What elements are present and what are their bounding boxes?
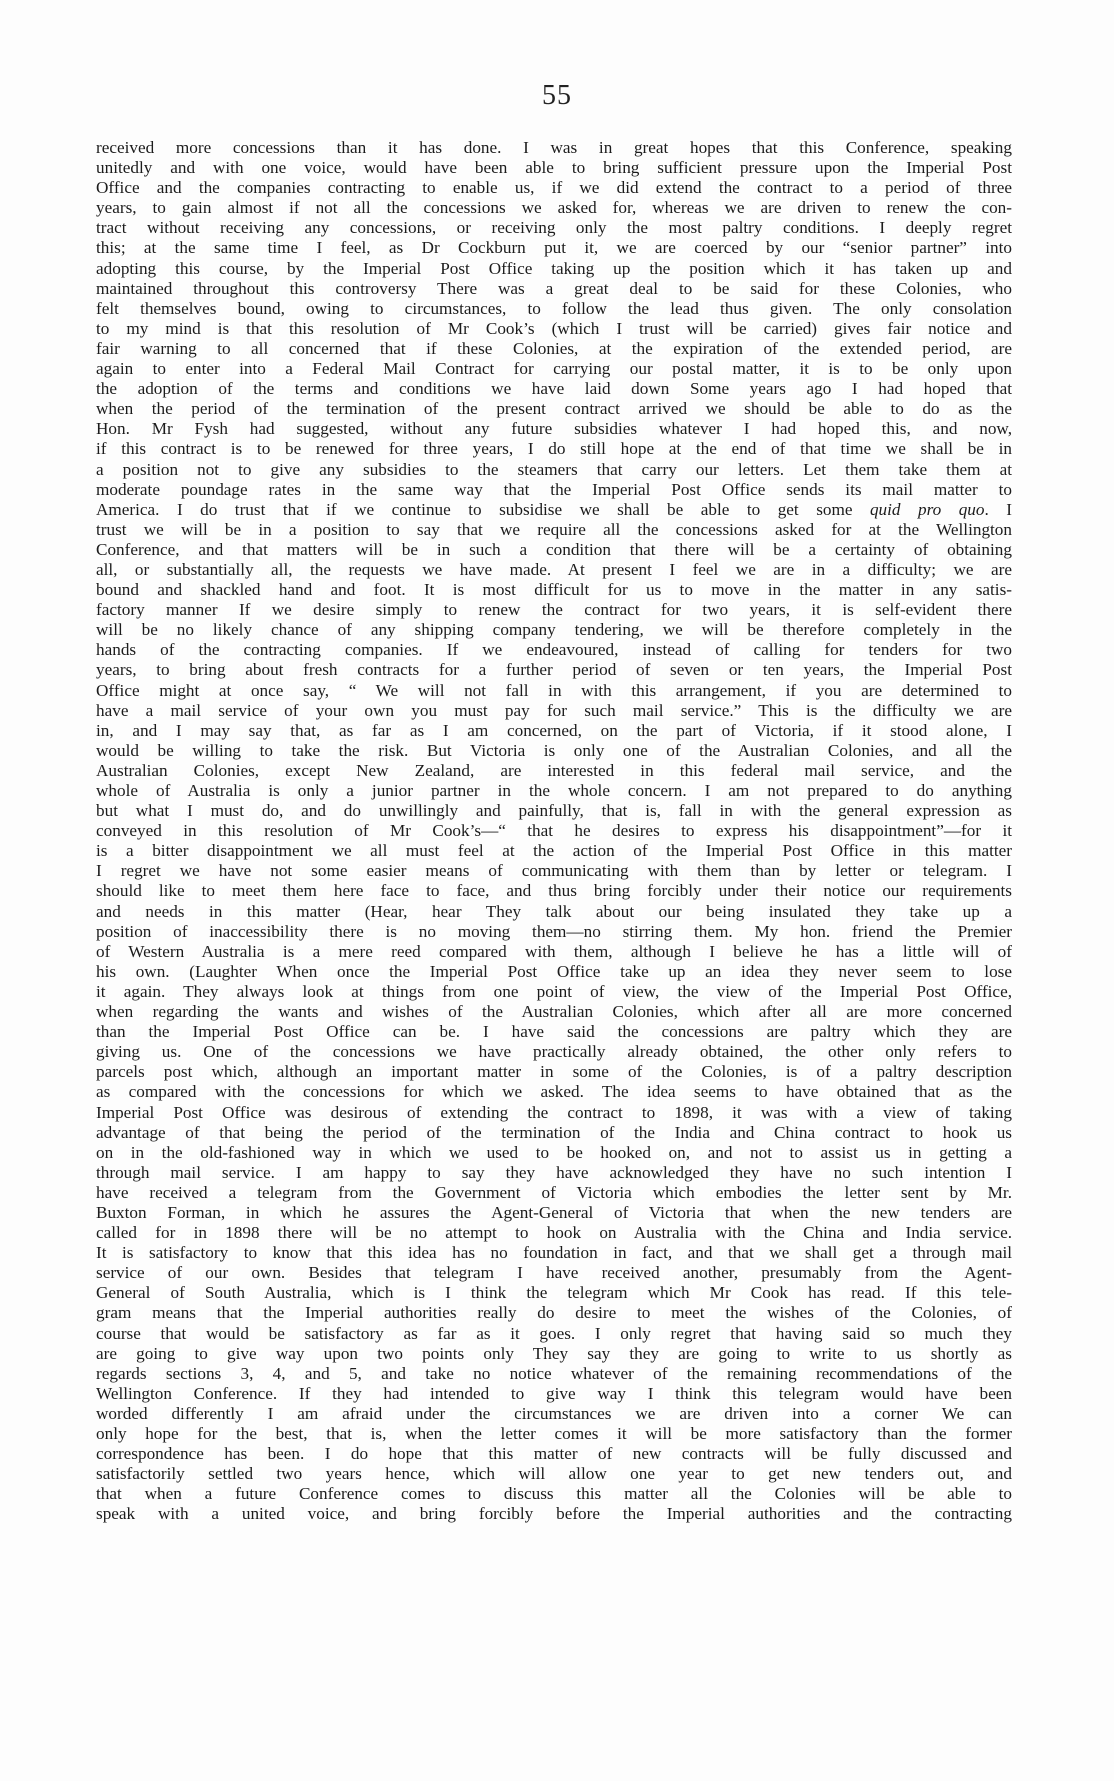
- text-line: to my mind is that this resolution of Mr Cook’s (which I trust will be carried) gives fair notice and: [96, 318, 1012, 338]
- text-line: General of South Australia, which is I think the telegram which Mr Cook has read. If this tele-: [96, 1283, 1012, 1303]
- text-line: bound and shackled hand and foot. It is most difficult for us to move in the matter in any satis-: [96, 580, 1012, 600]
- text-line: would be willing to take the risk. But Victoria is only one of the Australian Colonies, and all the: [96, 740, 1012, 760]
- text-line: years, to gain almost if not all the concessions we asked for, whereas we are driven to renew the con-: [96, 198, 1012, 218]
- text-line: called for in 1898 there will be no attempt to hook on Australia with the China and India service.: [96, 1223, 1012, 1243]
- text-line: service of our own. Besides that telegram I have received another, presumably from the Agent-: [96, 1263, 1012, 1283]
- text-line: whole of Australia is only a junior partner in the whole concern. I am not prepared to do anything: [96, 781, 1012, 800]
- text-line: adopting this course, by the Imperial Post Office taking up the position which it has taken up and: [96, 258, 1012, 278]
- text-line: will be no likely chance of any shipping company tendering, we will be therefore completely in the: [96, 620, 1012, 640]
- text-line: that when a future Conference comes to discuss this matter all the Colonies will be able to: [96, 1484, 1012, 1504]
- text-line: in, and I may say that, as far as I am concerned, on the part of Victoria, if it stood alone, I: [96, 720, 1012, 740]
- text-line: all, or substantially all, the requests we have made. At present I feel we are in a difficulty; we are: [96, 559, 1012, 579]
- text-line: when regarding the wants and wishes of the Australian Colonies, which after all are more concerned: [96, 1002, 1012, 1022]
- text-line: have received a telegram from the Government of Victoria which embodies the letter sent by Mr.: [96, 1182, 1012, 1202]
- text-line: on in the old-fashioned way in which we used to be hooked on, and not to assist us in getting a: [96, 1142, 1012, 1162]
- text-line: should like to meet them here face to face, and thus bring forcibly under their notice our requirements: [96, 881, 1012, 901]
- text-line: it again. They always look at things from one point of view, the view of the Imperial Post Office,: [96, 981, 1012, 1001]
- text-line: felt themselves bound, owing to circumstances, to follow the lead thus given. The only consolation: [96, 298, 1012, 318]
- text-line: through mail service. I am happy to say they have acknowledged they have no such intention I: [96, 1162, 1012, 1182]
- text-line: gram means that the Imperial authorities really do desire to meet the wishes of the Colonies, of: [96, 1303, 1012, 1323]
- text-line: than the Imperial Post Office can be. I have said the concessions are paltry which they are: [96, 1022, 1012, 1042]
- text-line: this; at the same time I feel, as Dr Cockburn put it, we are coerced by our “senior partner” into: [96, 238, 1012, 258]
- text-line: as compared with the concessions for which we asked. The idea seems to have obtained that as the: [96, 1082, 1012, 1102]
- text-line: I regret we have not some easier means of communicating with them than by letter or telegram. I: [96, 861, 1012, 881]
- text-line: received more concessions than it has done. I was in great hopes that this Conference, speaking: [96, 138, 1012, 157]
- text-line: tract without receiving any concessions, or receiving only the most paltry conditions. I deeply regret: [96, 218, 1012, 238]
- text-line: position of inaccessibility there is no moving them—no stirring them. My hon. friend the Premier: [96, 921, 1012, 941]
- text-line: a position not to give any subsidies to the steamers that carry our letters. Let them take them at: [96, 459, 1012, 479]
- text-line: satisfactorily settled two years hence, which will allow one year to get new tenders out, and: [96, 1464, 1012, 1484]
- text-line: is a bitter disappointment we all must feel at the action of the Imperial Post Office in this matter: [96, 841, 1012, 861]
- text-line: advantage of that being the period of the termination of the India and China contract to hook us: [96, 1122, 1012, 1142]
- text-line: Wellington Conference. If they had intended to give way I think this telegram would have been: [96, 1383, 1012, 1403]
- text-line: the adoption of the terms and conditions we have laid down Some years ago I had hoped that: [96, 379, 1012, 399]
- body-paragraph: [96, 138, 1012, 1524]
- text-line: of Western Australia is a mere reed compared with them, although I believe he has a little will of: [96, 941, 1012, 961]
- text-line: and needs in this matter (Hear, hear They talk about our being insulated they take up a: [96, 901, 1012, 921]
- text-line: again to enter into a Federal Mail Contract for carrying our postal matter, it is to be only upon: [96, 359, 1012, 379]
- text-line: course that would be satisfactory as far as it goes. I only regret that having said so much they: [96, 1323, 1012, 1343]
- text-line: worded differently I am afraid under the circumstances we are driven into a corner We can: [96, 1403, 1012, 1423]
- text-line: his own. (Laughter When once the Imperial Post Office take up an idea they never seem to lose: [96, 961, 1012, 981]
- text-line: trust we will be in a position to say that we require all the concessions asked for at the Wellington: [96, 519, 1012, 539]
- text-line: Imperial Post Office was desirous of extending the contract to 1898, it was with a view of taking: [96, 1102, 1012, 1122]
- text-line: America. I do trust that if we continue to subsidise we shall be able to get some quid pro quo. I: [96, 499, 1012, 519]
- text-line: giving us. One of the concessions we have practically already obtained, the other only refers to: [96, 1042, 1012, 1062]
- page-number: 55: [542, 80, 572, 111]
- text-line: have a mail service of your own you must pay for such mail service.” This is the difficulty we are: [96, 700, 1012, 720]
- text-line: parcels post which, although an important matter in some of the Colonies, is of a paltry description: [96, 1062, 1012, 1082]
- text-line: but what I must do, and do unwillingly and painfully, that is, fall in with the general expression as: [96, 801, 1012, 821]
- text-line: maintained throughout this controversy There was a great deal to be said for these Colonies, who: [96, 278, 1012, 298]
- text-line: Office might at once say, “ We will not fall in with this arrangement, if you are determined to: [96, 680, 1012, 700]
- text-line: Buxton Forman, in which he assures the Agent-General of Victoria that when the new tenders are: [96, 1202, 1012, 1222]
- text-line: moderate poundage rates in the same way that the Imperial Post Office sends its mail matter to: [96, 479, 1012, 499]
- text-line: years, to bring about fresh contracts for a further period of seven or ten years, the Imperial Post: [96, 660, 1012, 680]
- text-line: if this contract is to be renewed for three years, I do still hope at the end of that time we shall be in: [96, 439, 1012, 459]
- text-line: Conference, and that matters will be in such a condition that there will be a certainty of obtaining: [96, 539, 1012, 559]
- text-line: only hope for the best, that is, when the letter comes it will be more satisfactory than the former: [96, 1424, 1012, 1443]
- text-line: hands of the contracting companies. If we endeavoured, instead of calling for tenders for two: [96, 640, 1012, 660]
- text-line: correspondence has been. I do hope that this matter of new contracts will be fully discussed and: [96, 1444, 1012, 1464]
- text-line: speak with a united voice, and bring forcibly before the Imperial authorities and the contracting: [96, 1504, 1012, 1524]
- text-line: factory manner If we desire simply to renew the contract for two years, it is self-evident there: [96, 600, 1012, 620]
- text-line: Office and the companies contracting to enable us, if we did extend the contract to a period of three: [96, 178, 1012, 198]
- text-line: unitedly and with one voice, would have been able to bring sufficient pressure upon the Imperial Post: [96, 158, 1012, 178]
- text-line: regards sections 3, 4, and 5, and take no notice whatever of the remaining recommendations of the: [96, 1363, 1012, 1383]
- text-line: Australian Colonies, except New Zealand, are interested in this federal mail service, and the: [96, 760, 1012, 780]
- text-line: Hon. Mr Fysh had suggested, without any future subsidies whatever I had hoped this, and now,: [96, 419, 1012, 439]
- text-line: are going to give way upon two points only They say they are going to write to us shortly as: [96, 1343, 1012, 1363]
- text-line: fair warning to all concerned that if these Colonies, at the expiration of the extended period, are: [96, 338, 1012, 358]
- text-line: It is satisfactory to know that this idea has no foundation in fact, and that we shall get a through mail: [96, 1243, 1012, 1263]
- text-line: conveyed in this resolution of Mr Cook’s—“ that he desires to express his disappointment”—for it: [96, 821, 1012, 841]
- text-line: when the period of the termination of the present contract arrived we should be able to do as the: [96, 399, 1012, 419]
